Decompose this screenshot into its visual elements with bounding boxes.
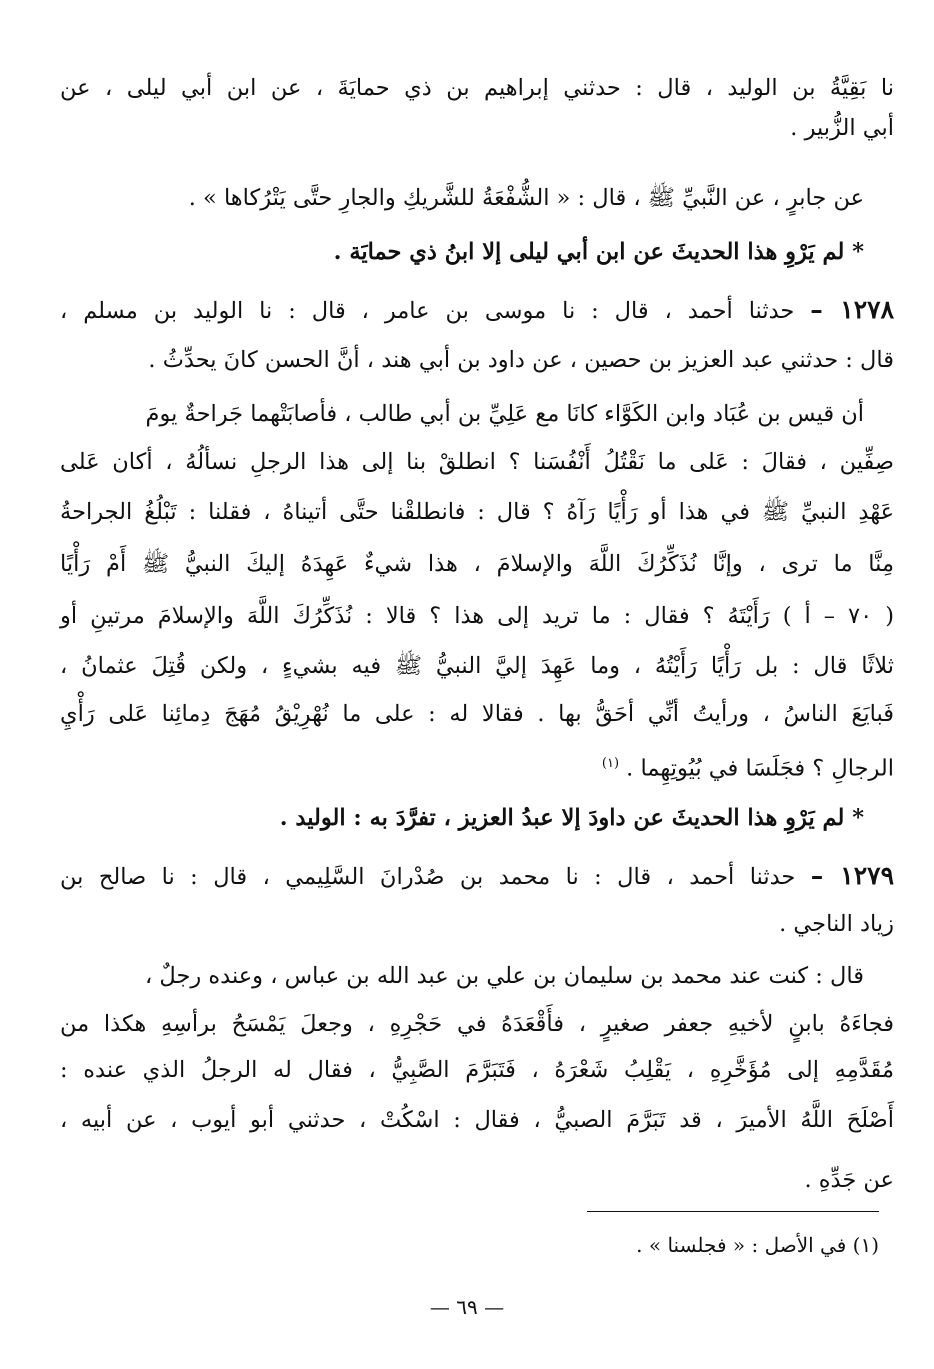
footnote-reference: (١) xyxy=(601,756,620,771)
text-line-18: قال : كنت عند محمد بن سليمان بن علي بن عبد الله بن عباس ، وعنده رجلٌ ، xyxy=(144,963,864,989)
commentary-text-2: لم يَرْوِ هذا الحديثَ عن داودَ إلا عبدُ العزيز ، تفرَّدَ به : الوليد . xyxy=(279,805,845,831)
text-line-10: مِنَّا ما ترى ، وإنَّا نُذَكِّرُكَ اللَّهَ والإسلامَ ، هذا شيءٌ عَهِدَهُ إليكَ النبيُّ ﷺ أَمْ رَأْيًا xyxy=(60,551,894,577)
text-line-2: أبي الزُّبير . xyxy=(790,115,894,141)
text-line-19: فجاءَهُ بابنٍ لأخيهِ جعفر صغيرٍ ، فأَقْعَدَهُ في حَجْرِهِ ، وجعلَ يَمْسَحُ برأسِهِ هكذا من xyxy=(60,1011,894,1037)
volume-reference: ( ٧٠ – أ ) xyxy=(782,603,894,629)
text-line-22: عن جَدِّهِ . xyxy=(804,1167,894,1193)
hadith-1279-chain: حدثنا أحمد ، قال : نا محمد بن صُدْرانَ السَّلِيمي ، قال : نا صالح بن xyxy=(60,864,796,890)
footnote xyxy=(636,1228,879,1262)
text-line-3: عن جابرٍ ، عن النَّبيِّ ﷺ ، قال : « الشُّفْعَةُ للشَّريكِ والجارِ حتَّى يَتْرُكاها » . xyxy=(188,185,864,211)
text-line-12: ثلاثًا قال : بل رَأْيًا رَأَيْتُهُ ، وما عَهِدَ إليَّ النبيُّ ﷺ فيه بشيءٍ ، ولكن قُتِلَ عثمانُ ، xyxy=(60,653,894,679)
text-line-6: قال : حدثني عبد العزيز بن حصين ، عن داود بن أبي هند ، أنَّ الحسن كانَ يحدِّثُ . xyxy=(148,347,894,373)
hadith-1278-heading xyxy=(60,290,894,330)
star-marker: * xyxy=(852,239,864,265)
commentary-line-1 xyxy=(334,232,864,272)
text-line-11 xyxy=(60,596,894,636)
footnote-divider xyxy=(587,1211,879,1212)
text-line-11-body: رَأَيْتَهُ ؟ فقال : ما تريد إلى هذا ؟ قالا : نُذَكِّرُكَ اللَّهَ والإسلامَ مرتينِ أو xyxy=(60,603,770,629)
text-line-21: أَصْلَحَ اللَّهُ الأميرَ ، قد تَبَرَّمَ الصبيُّ ، فقال : اسْكُتْ ، حدثني أبو أيوب ، عن أبيه ، xyxy=(60,1107,894,1133)
hadith-number-1279: ١٢٧٩ – xyxy=(810,861,894,890)
page-number: — ٦٩ — xyxy=(429,1295,505,1319)
text-line-13: فَبايَعَ الناسُ ، ورأيتُ أنِّي أحَقُّ بها . فقالا له : على ما نُهْرِيْقُ مُهَجَ دِمائِنا عَلى رَأْيِ xyxy=(60,701,894,727)
footnote-text: في الأصل : « فجلسنا » . xyxy=(636,1233,847,1257)
text-line-14-body: الرجالِ ؟ فجَلَسَا في بُيُوتِهِما . xyxy=(626,755,894,782)
text-line-8: صِفِّين ، فقالَ : عَلى ما نَقْتُلُ أَنْفُسَنا ؟ انطلقْ بنا إلى هذا الرجلِ نسألُهُ ، أكان عَلى xyxy=(60,449,894,475)
text-line-7: أن قيس بن عُبَاد وابن الكَوَّاء كانَا مع عَلِيِّ بن أبي طالب ، فأصابَتْهما جَراحةٌ يومَ xyxy=(145,401,864,427)
hadith-number-1278: ١٢٧٨ – xyxy=(810,295,894,324)
text-line-17: زياد الناجي . xyxy=(779,911,894,937)
commentary-text: لم يَرْوِ هذا الحديثَ عن ابن أبي ليلى إلا ابنُ ذي حمايَة . xyxy=(333,239,845,265)
star-marker-2: * xyxy=(852,805,864,831)
footnote-number: (١) xyxy=(852,1233,879,1257)
text-line-1: نا بَقِيَّةُ بن الوليد ، قال : حدثني إبراهيم بن ذي حمايَةَ ، عن ابن أبي ليلى ، عن xyxy=(60,75,894,101)
text-line-9: عَهْدِ النبيِّ ﷺ في هذا أو رَأْيًا رَآهُ ؟ قال : فانطلقْنا حتَّى أتيناهُ ، فقلنا : تَبْلُغُ الجراحةُ xyxy=(60,499,894,525)
text-line-14 xyxy=(602,744,894,784)
commentary-line-2 xyxy=(280,798,864,838)
hadith-1279-heading xyxy=(60,856,894,896)
text-line-20: مُقَدَّمِهِ إلى مُؤَخَّرِهِ ، يَقْلِبُ شَعْرَهُ ، فَتَبَرَّمَ الصَّبِيُّ ، فقال له الرجلُ الذي عنده : xyxy=(60,1057,894,1083)
hadith-1278-chain: حدثنا أحمد ، قال : نا موسى بن عامر ، قال : نا الوليد بن مسلم ، xyxy=(60,298,795,324)
